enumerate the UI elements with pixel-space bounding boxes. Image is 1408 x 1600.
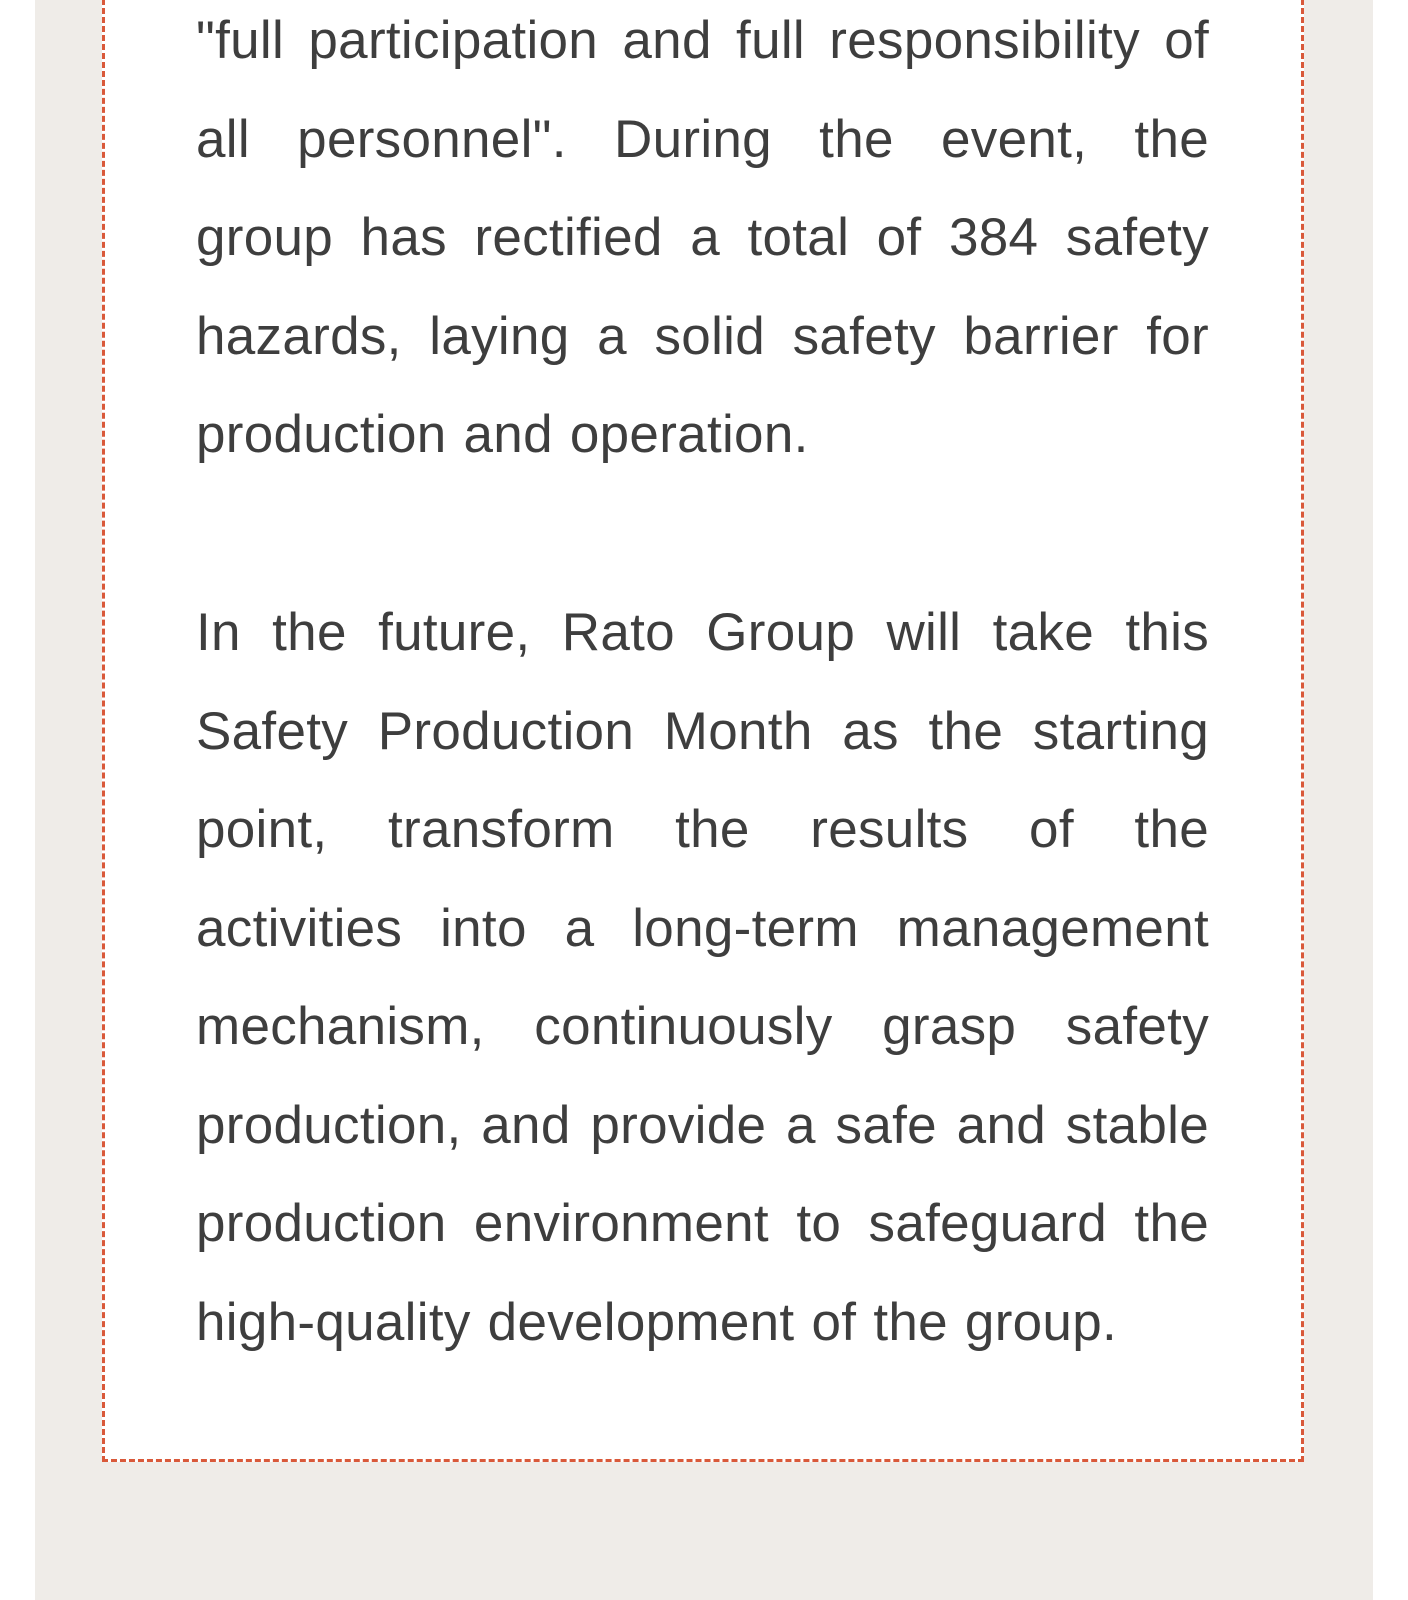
article-paragraph-future-plan: In the future, Rato Group will take this Safety Production Month as the starting point, transform the results of the activities into a long-term management mechanism, continuously grasp safety production, and provide a safe and stable production environment to safeguard the high-quality development of the group. (196, 603, 1209, 1352)
article-paragraph-safety-hazards: "full participation and full responsibility of all personnel". During the event, the group has rectified a total of 384 safety hazards, laying a solid safety barrier for production and operation. (196, 11, 1209, 464)
